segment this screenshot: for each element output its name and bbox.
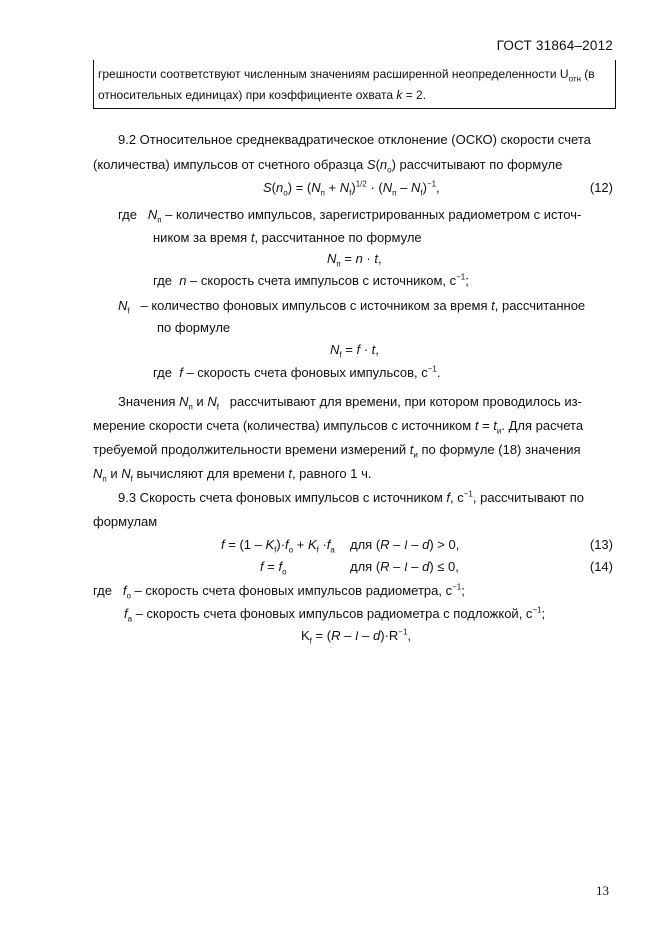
where-f: где f – скорость счета фоновых импульсов, $с^{-1}$. (153, 364, 441, 380)
document-header: ГОСТ 31864–2012 (496, 38, 613, 53)
formula-Kf: $K_f = (R - l - d)\cdot R^{-1}$, (301, 627, 412, 646)
where-Nn-line-2: ником за время t, рассчитанное по формуле (153, 230, 422, 245)
values-line-3: требуемой продолжительности времени измерений $t_и$ по формуле (18) значения (93, 442, 581, 460)
boxed-note (93, 60, 616, 109)
formula-Nn: $N_п = n \cdot t$, (327, 251, 382, 269)
boxed-note-line-2: относительных единицах) при коэффициенте охвата k = 2. (98, 88, 427, 102)
formula-13: $f = (1 - K_f)\cdot f_о + K_f \cdot f_а$ (221, 537, 335, 555)
where-Nf-line-1: $N_f$ – количество фоновых импульсов с источником за время t, рассчитанное (118, 298, 586, 316)
where-Nn-line-1: где $N_п$ – количество импульсов, зарегистрированных радиометром с источ- (118, 207, 582, 225)
formula-14: $f = f_о$ (260, 559, 287, 577)
formula-13-condition: для (R – l – d) > 0, (350, 537, 460, 552)
section-9-2-line-1: 9.2 Относительное среднеквадратическое отклонение (ОСКО) скорости счета (118, 132, 591, 147)
formula-14-condition: для (R – l – d) ≤ 0, (350, 559, 459, 574)
where-fo: где $f_о$ – скорость счета фоновых импульсов радиометра, $с^{-1}$; (93, 582, 465, 601)
formula-Nf: $N_f = f \cdot t$, (330, 342, 379, 360)
formula-13-number: (13) (589, 537, 613, 552)
formula-12: $S(n_о) = (N_п + N_f)^{1/2} \cdot (N_п - N_f)^{-1}$, (263, 179, 440, 198)
values-line-1: Значения $N_п$ и $N_f$ рассчитывают для времени, при котором проводилось из- (118, 394, 582, 412)
values-line-2: мерение скорости счета (количества) импульсов с источником $t = t_и$. Для расчета (93, 418, 584, 436)
section-9-2-line-2: (количества) импульсов от счетного образца $S(n_о)$ рассчитывают по формуле (93, 157, 563, 175)
where-fa: $f_а$ – скорость счета фоновых импульсов радиометра с подложкой, $с^{-1}$; (124, 605, 546, 624)
where-Nf-line-2: по формуле (157, 320, 231, 335)
section-9-3-line-1: 9.3 Скорость счета фоновых импульсов с источником f, $с^{-1}$, рассчитывают по (118, 489, 585, 505)
section-9-3-line-2: формулам (93, 514, 158, 529)
formula-14-number: (14) (589, 559, 613, 574)
page-number: 13 (596, 883, 609, 898)
boxed-note-line-1: грешности соответствуют численным значениям расширенной неопределенности $U_{отн}$ (в (98, 67, 595, 84)
formula-12-number: (12) (589, 180, 613, 195)
values-line-4: $N_п$ и $N_f$ вычисляют для времени t, равного 1 ч. (93, 466, 372, 484)
where-n: где n – скорость счета импульсов с источником, $с^{-1}$; (153, 272, 469, 288)
